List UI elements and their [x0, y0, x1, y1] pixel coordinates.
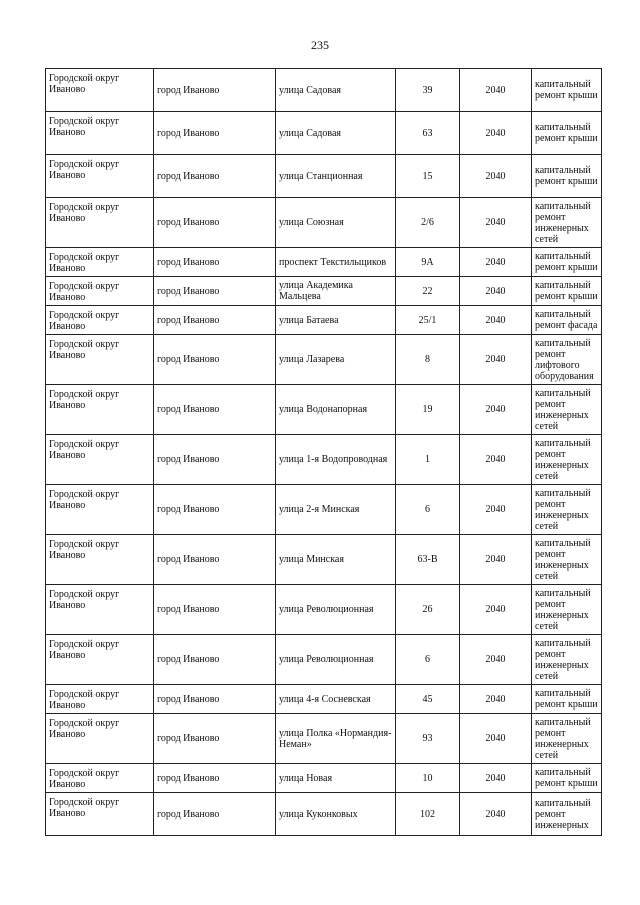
house-number-cell: 15: [396, 155, 460, 198]
table-row: [46, 685, 602, 714]
repair-year-cell: 2040: [460, 69, 532, 112]
street-cell: улица Садовая: [276, 112, 396, 155]
work-type-cell: капитальный ремонт инженерных сетей: [532, 535, 602, 585]
work-type-cell: капитальный ремонт крыши: [532, 764, 602, 793]
municipality-cell: Городской округ Иваново: [46, 585, 154, 635]
municipality-cell: Городской округ Иваново: [46, 764, 154, 793]
house-number-cell: 25/1: [396, 306, 460, 335]
repair-year-cell: 2040: [460, 635, 532, 685]
house-number-cell: 63: [396, 112, 460, 155]
settlement-cell: город Иваново: [154, 793, 276, 836]
house-number-cell: 19: [396, 385, 460, 435]
settlement-cell: город Иваново: [154, 764, 276, 793]
repair-year-cell: 2040: [460, 585, 532, 635]
street-cell: улица Станционная: [276, 155, 396, 198]
repair-year-cell: 2040: [460, 335, 532, 385]
work-type-cell: капитальный ремонт крыши: [532, 112, 602, 155]
municipality-cell: Городской округ Иваново: [46, 248, 154, 277]
house-number-cell: 1: [396, 435, 460, 485]
settlement-cell: город Иваново: [154, 306, 276, 335]
street-cell: улица Академика Мальцева: [276, 277, 396, 306]
municipality-cell: Городской округ Иваново: [46, 335, 154, 385]
street-cell: улица Новая: [276, 764, 396, 793]
repair-year-cell: 2040: [460, 685, 532, 714]
house-number-cell: 2/6: [396, 198, 460, 248]
house-number-cell: 6: [396, 635, 460, 685]
table-row: [46, 385, 602, 435]
settlement-cell: город Иваново: [154, 248, 276, 277]
table-row: [46, 69, 602, 112]
repair-year-cell: 2040: [460, 485, 532, 535]
repair-year-cell: 2040: [460, 306, 532, 335]
work-type-cell: капитальный ремонт инженерных сетей: [532, 198, 602, 248]
work-type-cell: капитальный ремонт инженерных сетей: [532, 385, 602, 435]
table-row: [46, 435, 602, 485]
work-type-cell: капитальный ремонт крыши: [532, 69, 602, 112]
repair-year-cell: 2040: [460, 764, 532, 793]
work-type-cell: капитальный ремонт инженерных сетей: [532, 435, 602, 485]
municipality-cell: Городской округ Иваново: [46, 69, 154, 112]
municipality-cell: Городской округ Иваново: [46, 793, 154, 836]
table-row: [46, 764, 602, 793]
street-cell: улица Куконковых: [276, 793, 396, 836]
municipality-cell: Городской округ Иваново: [46, 685, 154, 714]
table-row: [46, 485, 602, 535]
settlement-cell: город Иваново: [154, 535, 276, 585]
house-number-cell: 63-В: [396, 535, 460, 585]
work-type-cell: капитальный ремонт крыши: [532, 248, 602, 277]
house-number-cell: 6: [396, 485, 460, 535]
street-cell: улица 4-я Сосневская: [276, 685, 396, 714]
settlement-cell: город Иваново: [154, 69, 276, 112]
settlement-cell: город Иваново: [154, 635, 276, 685]
street-cell: улица Революционная: [276, 635, 396, 685]
repair-year-cell: 2040: [460, 793, 532, 836]
house-number-cell: 26: [396, 585, 460, 635]
page-number: 235: [311, 38, 329, 52]
repair-schedule-table: [45, 68, 602, 836]
house-number-cell: 93: [396, 714, 460, 764]
street-cell: улица Лазарева: [276, 335, 396, 385]
street-cell: проспект Текстильщиков: [276, 248, 396, 277]
table-row: [46, 306, 602, 335]
street-cell: улица Революционная: [276, 585, 396, 635]
municipality-cell: Городской округ Иваново: [46, 277, 154, 306]
table-body: [46, 69, 602, 836]
street-cell: улица Садовая: [276, 69, 396, 112]
work-type-cell: капитальный ремонт лифтового оборудования: [532, 335, 602, 385]
table-row: [46, 585, 602, 635]
repair-year-cell: 2040: [460, 385, 532, 435]
street-cell: улица Полка «Нормандия-Неман»: [276, 714, 396, 764]
house-number-cell: 45: [396, 685, 460, 714]
repair-year-cell: 2040: [460, 535, 532, 585]
settlement-cell: город Иваново: [154, 277, 276, 306]
repair-year-cell: 2040: [460, 248, 532, 277]
settlement-cell: город Иваново: [154, 155, 276, 198]
table-row: [46, 198, 602, 248]
work-type-cell: капитальный ремонт фасада: [532, 306, 602, 335]
street-cell: улица Союзная: [276, 198, 396, 248]
table-row: [46, 793, 602, 836]
municipality-cell: Городской округ Иваново: [46, 535, 154, 585]
table-row: [46, 155, 602, 198]
house-number-cell: 10: [396, 764, 460, 793]
repair-year-cell: 2040: [460, 155, 532, 198]
settlement-cell: город Иваново: [154, 685, 276, 714]
house-number-cell: 39: [396, 69, 460, 112]
table-row: [46, 112, 602, 155]
settlement-cell: город Иваново: [154, 435, 276, 485]
work-type-cell: капитальный ремонт инженерных сетей: [532, 485, 602, 535]
settlement-cell: город Иваново: [154, 112, 276, 155]
municipality-cell: Городской округ Иваново: [46, 485, 154, 535]
table-row: [46, 248, 602, 277]
house-number-cell: 22: [396, 277, 460, 306]
table-row: [46, 714, 602, 764]
table-row: [46, 277, 602, 306]
street-cell: улица Батаева: [276, 306, 396, 335]
settlement-cell: город Иваново: [154, 335, 276, 385]
repair-year-cell: 2040: [460, 277, 532, 306]
house-number-cell: 9А: [396, 248, 460, 277]
street-cell: улица Водонапорная: [276, 385, 396, 435]
repair-year-cell: 2040: [460, 198, 532, 248]
table-row: [46, 335, 602, 385]
settlement-cell: город Иваново: [154, 585, 276, 635]
municipality-cell: Городской округ Иваново: [46, 435, 154, 485]
repair-year-cell: 2040: [460, 435, 532, 485]
street-cell: улица 2-я Минская: [276, 485, 396, 535]
street-cell: улица Минская: [276, 535, 396, 585]
street-cell: улица 1-я Водопроводная: [276, 435, 396, 485]
municipality-cell: Городской округ Иваново: [46, 714, 154, 764]
table-row: [46, 535, 602, 585]
work-type-cell: капитальный ремонт инженерных: [532, 793, 602, 836]
settlement-cell: город Иваново: [154, 198, 276, 248]
work-type-cell: капитальный ремонт инженерных сетей: [532, 585, 602, 635]
municipality-cell: Городской округ Иваново: [46, 385, 154, 435]
house-number-cell: 8: [396, 335, 460, 385]
repair-year-cell: 2040: [460, 112, 532, 155]
work-type-cell: капитальный ремонт инженерных сетей: [532, 635, 602, 685]
settlement-cell: город Иваново: [154, 485, 276, 535]
municipality-cell: Городской округ Иваново: [46, 198, 154, 248]
municipality-cell: Городской округ Иваново: [46, 112, 154, 155]
repair-year-cell: 2040: [460, 714, 532, 764]
work-type-cell: капитальный ремонт крыши: [532, 685, 602, 714]
municipality-cell: Городской округ Иваново: [46, 155, 154, 198]
work-type-cell: капитальный ремонт инженерных сетей: [532, 714, 602, 764]
municipality-cell: Городской округ Иваново: [46, 306, 154, 335]
house-number-cell: 102: [396, 793, 460, 836]
work-type-cell: капитальный ремонт крыши: [532, 155, 602, 198]
municipality-cell: Городской округ Иваново: [46, 635, 154, 685]
settlement-cell: город Иваново: [154, 385, 276, 435]
table-row: [46, 635, 602, 685]
work-type-cell: капитальный ремонт крыши: [532, 277, 602, 306]
settlement-cell: город Иваново: [154, 714, 276, 764]
